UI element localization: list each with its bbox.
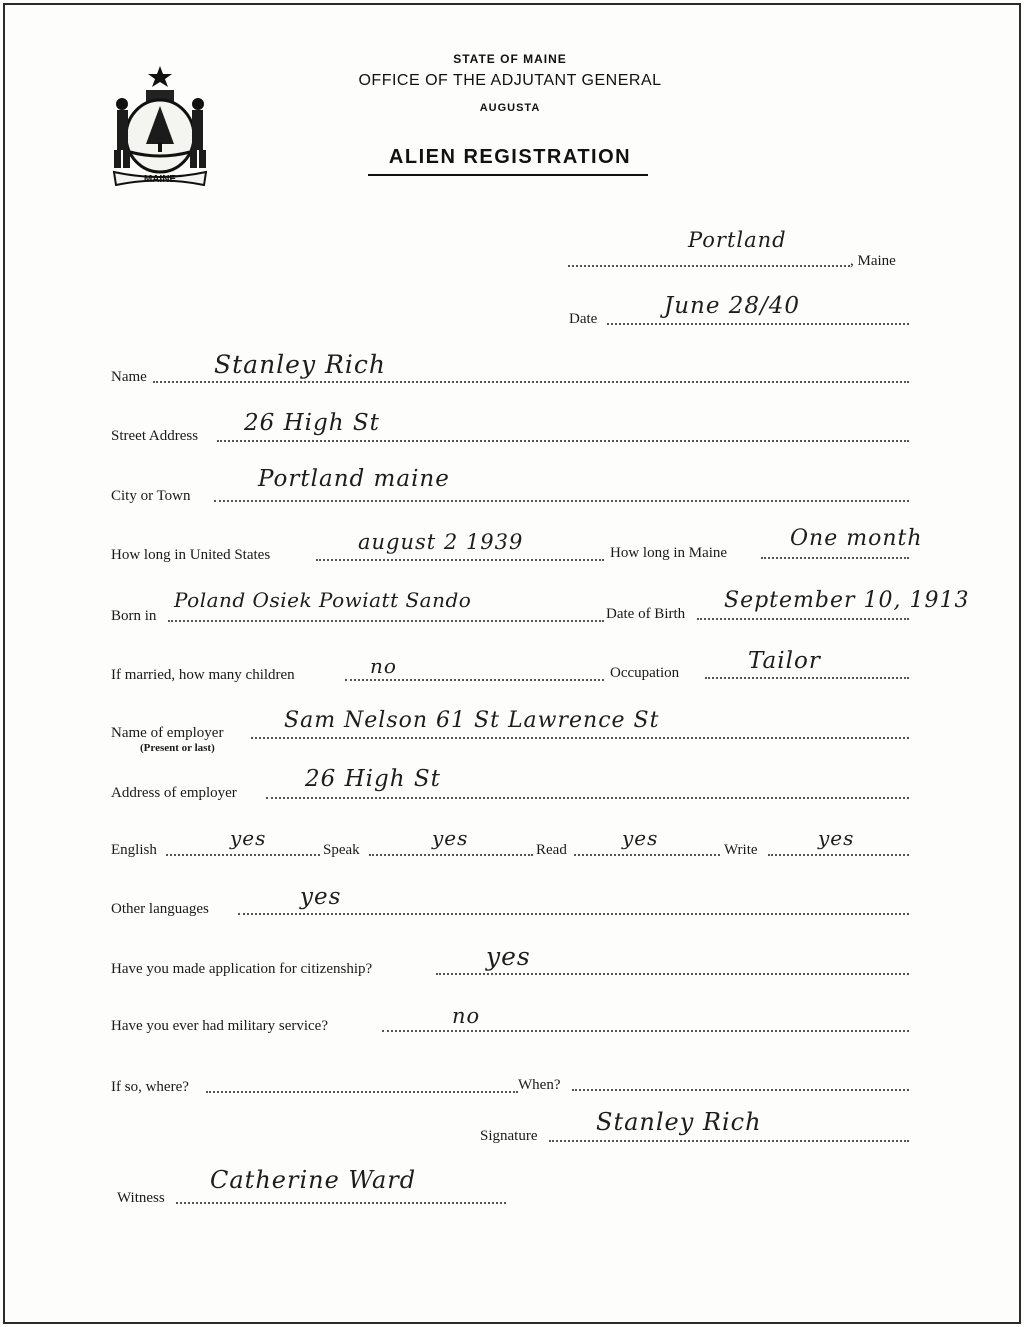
city-line xyxy=(568,265,850,267)
read-value[interactable]: yes xyxy=(622,826,659,850)
how-long-us-value[interactable]: august 2 1939 xyxy=(358,530,524,554)
write-value[interactable]: yes xyxy=(818,826,855,850)
english-line xyxy=(166,854,320,856)
employer-name-value[interactable]: Sam Nelson 61 St Lawrence St xyxy=(284,708,660,733)
date-value[interactable]: June 28/40 xyxy=(664,293,801,319)
military-line xyxy=(382,1030,909,1032)
street-address-value[interactable]: 26 High St xyxy=(244,410,380,436)
if-so-where-line xyxy=(206,1091,518,1093)
title-underline xyxy=(368,174,648,176)
citizenship-value[interactable]: yes xyxy=(486,942,531,971)
occupation-value[interactable]: Tailor xyxy=(748,648,821,674)
married-children-label: If married, how many children xyxy=(111,667,295,683)
read-line xyxy=(574,854,720,856)
city-value[interactable]: Portland xyxy=(688,228,787,252)
employer-address-label: Address of employer xyxy=(111,785,237,801)
state-heading: STATE OF MAINE xyxy=(453,52,567,66)
employer-name-label: Name of employer xyxy=(111,725,224,741)
name-value[interactable]: Stanley Rich xyxy=(214,350,386,379)
occupation-label: Occupation xyxy=(610,665,680,681)
how-long-maine-label: How long in Maine xyxy=(610,545,728,561)
english-value[interactable]: yes xyxy=(230,826,267,850)
city-heading: AUGUSTA xyxy=(479,102,541,114)
date-of-birth-value[interactable]: September 10, 1913 xyxy=(724,588,970,613)
employer-address-line xyxy=(266,797,909,799)
signature-line xyxy=(549,1140,909,1142)
military-label: Have you ever had military service? xyxy=(111,1018,328,1034)
how-long-maine-value[interactable]: One month xyxy=(790,526,923,551)
signature-label: Signature xyxy=(480,1128,538,1144)
name-label: Name xyxy=(111,369,147,385)
street-address-line xyxy=(217,440,909,442)
speak-label: Speak xyxy=(323,842,360,858)
employer-address-value[interactable]: 26 High St xyxy=(305,766,441,792)
other-languages-label: Other languages xyxy=(111,901,209,917)
if-so-where-label: If so, where? xyxy=(111,1079,189,1095)
employer-name-sublabel: (Present or last) xyxy=(140,742,215,754)
signature-value[interactable]: Stanley Rich xyxy=(596,1108,762,1136)
witness-label: Witness xyxy=(117,1190,165,1206)
other-languages-line xyxy=(238,913,909,915)
employer-name-line xyxy=(251,737,909,739)
form-title: ALIEN REGISTRATION xyxy=(388,146,632,168)
speak-value[interactable]: yes xyxy=(432,826,469,850)
name-line xyxy=(153,381,909,383)
write-label: Write xyxy=(724,842,758,858)
date-of-birth-line xyxy=(697,618,909,620)
when-line xyxy=(572,1089,909,1091)
born-in-line xyxy=(168,620,604,622)
date-line xyxy=(607,323,909,325)
speak-line xyxy=(369,854,533,856)
svg-text:MAINE: MAINE xyxy=(143,174,177,185)
witness-value[interactable]: Catherine Ward xyxy=(210,1166,417,1194)
read-label: Read xyxy=(536,842,567,858)
married-children-line xyxy=(345,679,604,681)
city-or-town-label: City or Town xyxy=(111,488,191,504)
other-languages-value[interactable]: yes xyxy=(300,884,342,910)
when-label: When? xyxy=(518,1077,561,1093)
maine-label: , Maine xyxy=(850,253,896,269)
how-long-maine-line xyxy=(761,557,909,559)
write-line xyxy=(768,854,909,856)
born-in-value[interactable]: Poland Osiek Powiatt Sando xyxy=(174,588,472,612)
english-label: English xyxy=(111,842,157,858)
office-heading: OFFICE OF THE ADJUTANT GENERAL xyxy=(358,72,662,89)
city-or-town-value[interactable]: Portland maine xyxy=(258,466,450,492)
witness-line xyxy=(176,1202,506,1204)
occupation-line xyxy=(705,677,909,679)
how-long-us-label: How long in United States xyxy=(111,547,271,563)
military-value[interactable]: no xyxy=(452,1004,481,1028)
city-or-town-line xyxy=(214,500,909,502)
citizenship-line xyxy=(436,973,909,975)
born-in-label: Born in xyxy=(111,608,157,624)
date-of-birth-label: Date of Birth xyxy=(606,606,686,622)
date-label: Date xyxy=(569,311,598,327)
how-long-us-line xyxy=(316,559,604,561)
street-address-label: Street Address xyxy=(111,428,199,444)
citizenship-label: Have you made application for citizenship? xyxy=(111,961,373,977)
page-border xyxy=(3,3,1021,1324)
married-children-value[interactable]: no xyxy=(370,654,397,678)
